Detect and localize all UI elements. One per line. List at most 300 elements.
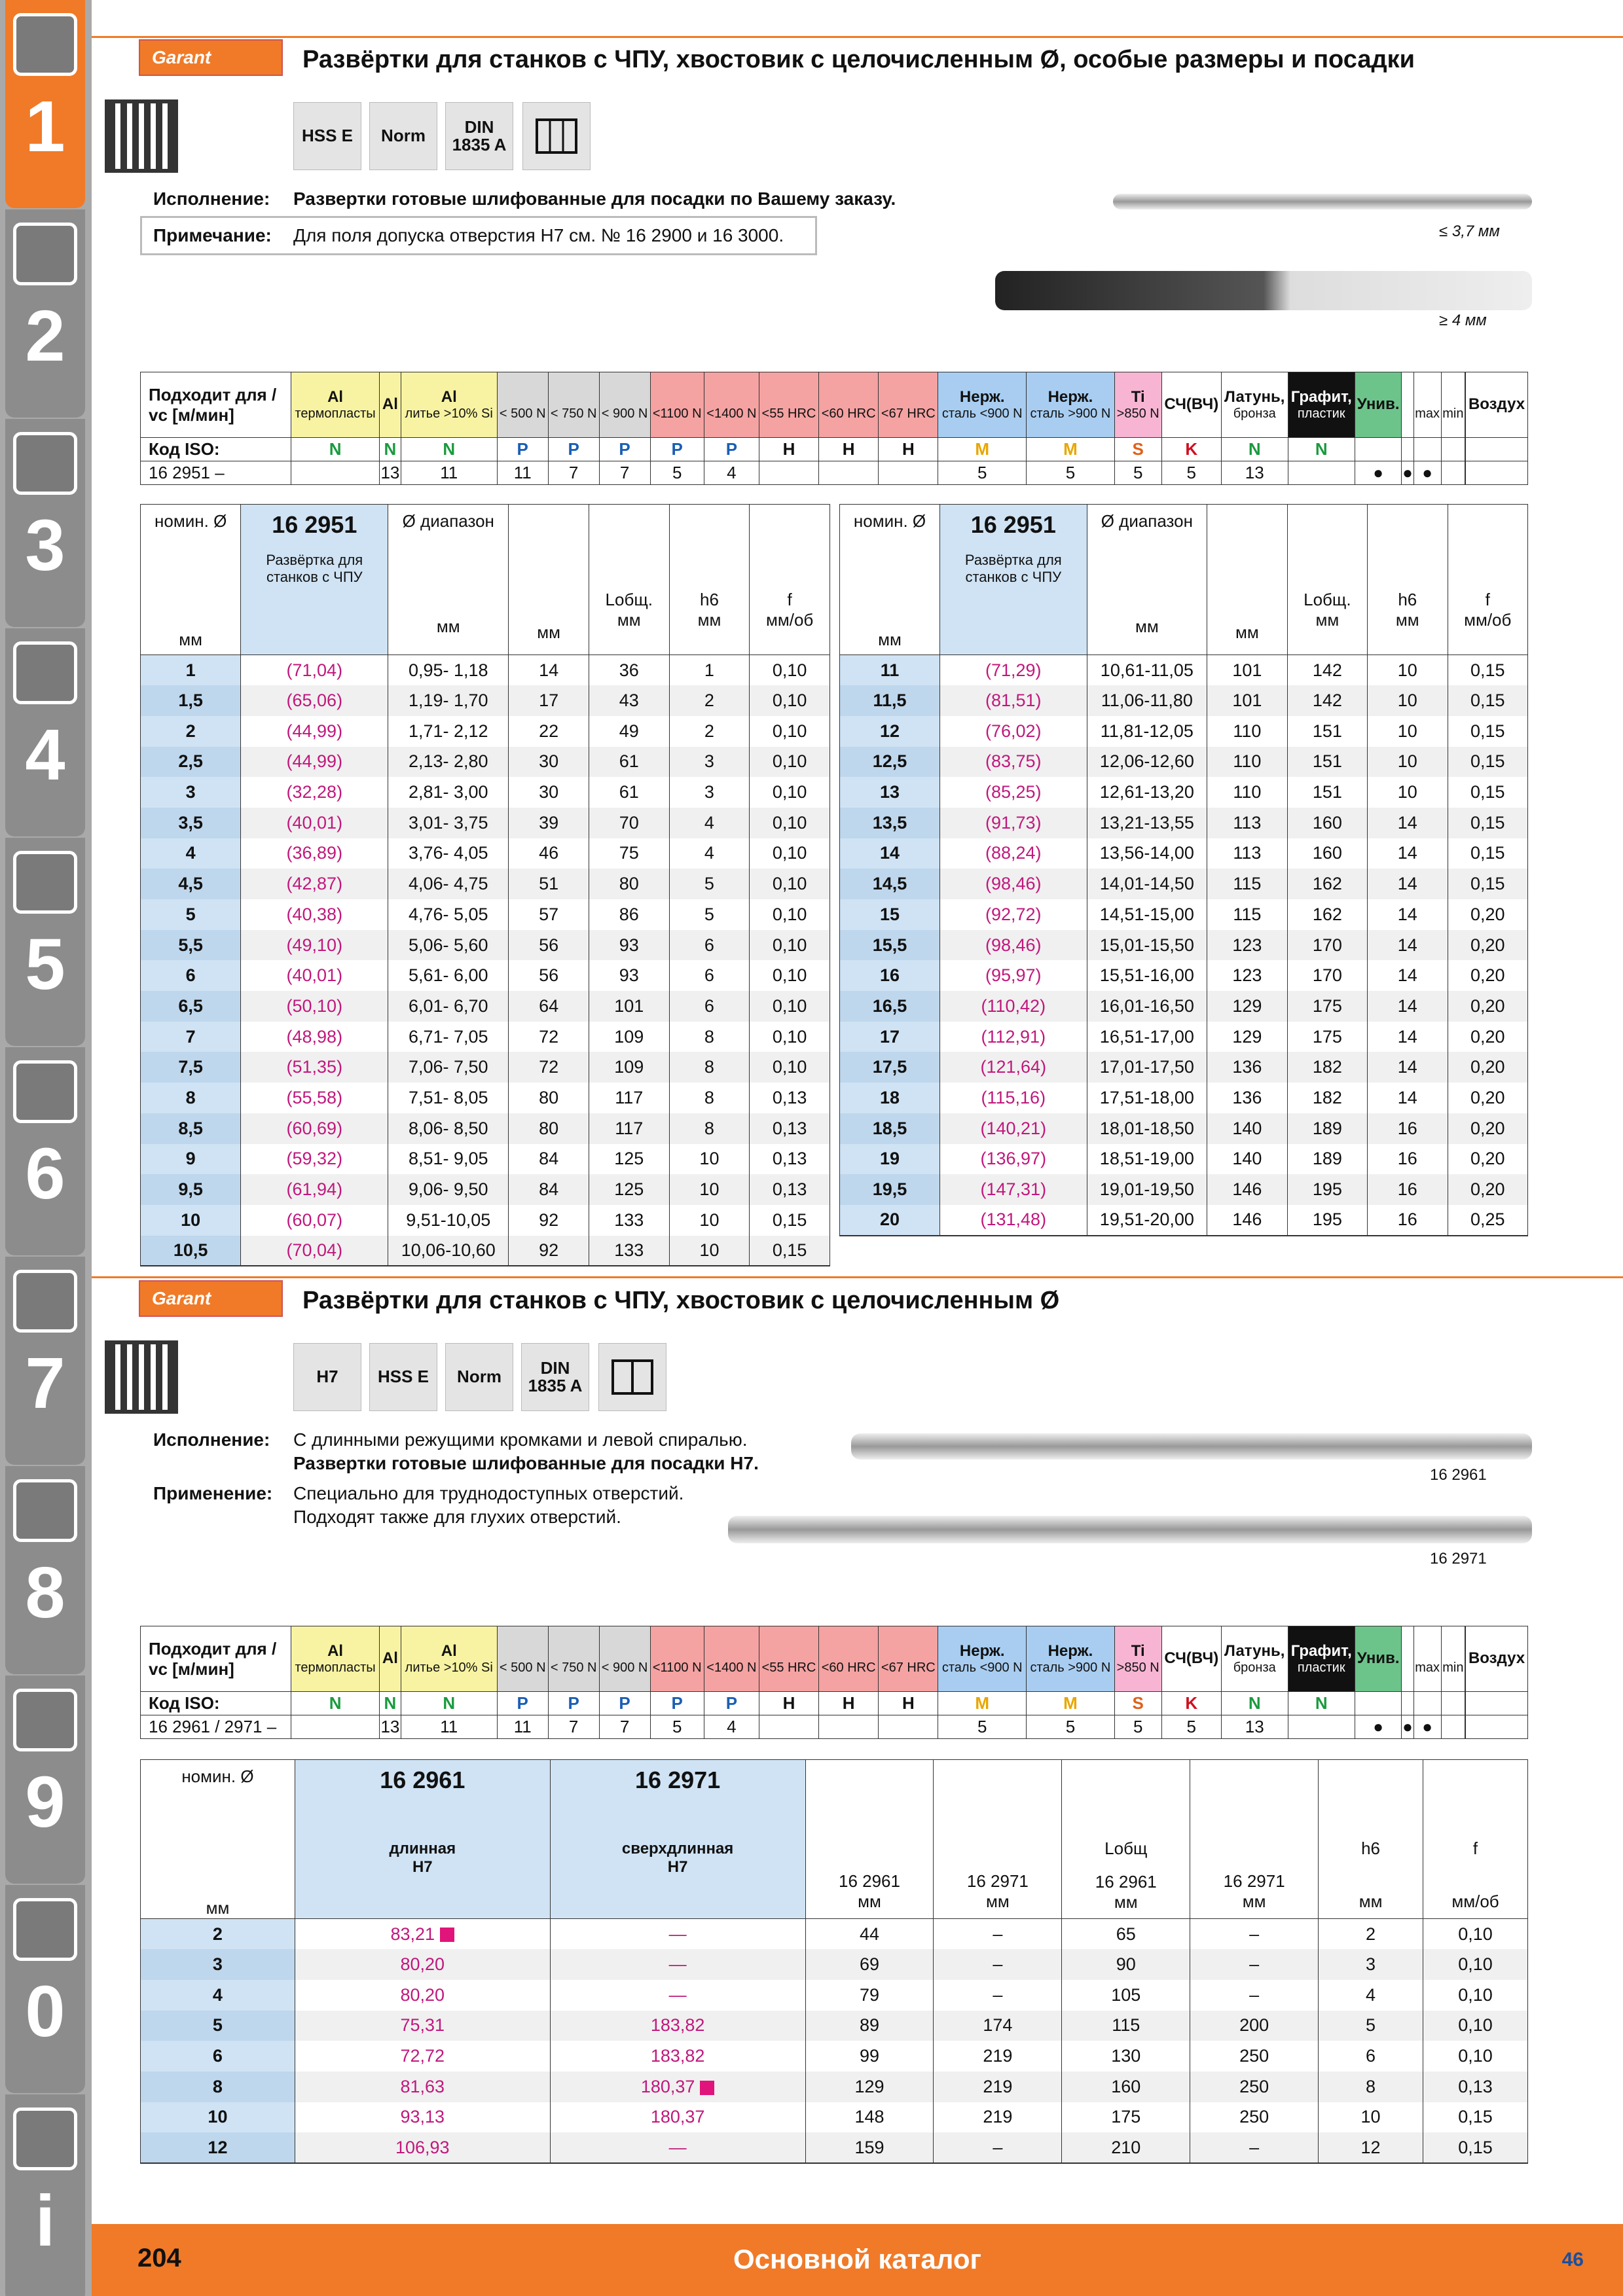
sidebar-tab-info[interactable]: [5, 2094, 85, 2296]
cut-length-162971: –: [934, 1919, 1062, 1950]
shank-diameter: 14: [1368, 808, 1448, 838]
feed: 0,13: [750, 1113, 830, 1144]
table-row: [840, 777, 1528, 808]
iso-code: [1466, 438, 1528, 461]
nominal-diameter: 15,5: [840, 930, 940, 961]
shank-diameter: 8: [669, 1083, 750, 1113]
total-length-162961: 130: [1062, 2041, 1190, 2072]
total-length: 117: [589, 1113, 669, 1144]
feed: 0,10: [750, 991, 830, 1022]
nominal-diameter: 4: [141, 1980, 295, 2011]
sidebar-tab-6[interactable]: [5, 1047, 85, 1255]
total-length: 151: [1287, 716, 1367, 747]
table-row: [141, 747, 830, 778]
iso-code: P: [704, 1692, 759, 1715]
iso-code: [1355, 438, 1401, 461]
vc-value: [1288, 461, 1355, 485]
shank-diameter: 14: [1368, 960, 1448, 991]
exec-label: Исполнение:: [153, 1429, 270, 1450]
shank-diameter: 4: [669, 808, 750, 838]
price: (61,94): [241, 1174, 388, 1205]
shank-diameter: 6: [669, 960, 750, 991]
shank-diameter: 3: [669, 777, 750, 808]
sidebar-tab-0[interactable]: [5, 1885, 85, 2093]
col-nominal: номин. Ø мм: [141, 1760, 295, 1919]
qr-code-icon[interactable]: [105, 1340, 178, 1414]
cut-length: 136: [1207, 1052, 1287, 1083]
price-162971: 183,82: [550, 2041, 805, 2072]
table-row: [141, 808, 830, 838]
material-col: Латунь, бронза: [1221, 1626, 1288, 1692]
vc-value: 11: [497, 461, 548, 485]
range: 8,51- 9,05: [388, 1144, 509, 1175]
hss-badge: HSS E: [293, 102, 361, 170]
reamer-image-162971: [728, 1516, 1532, 1543]
range: 12,61-13,20: [1087, 777, 1207, 808]
sidebar-tab-3[interactable]: [5, 419, 85, 627]
total-length: 70: [589, 808, 669, 838]
table-row: [840, 1205, 1528, 1236]
vc-value: 4: [704, 461, 759, 485]
col-nominal: номин. Ø мм: [840, 505, 940, 655]
reamer-caption-162961: 16 2961: [1430, 1466, 1487, 1484]
table-row: [840, 716, 1528, 747]
total-length: 142: [1287, 655, 1367, 686]
iso-code: H: [819, 1692, 879, 1715]
material-col: Al литье >10% Si: [401, 1626, 497, 1692]
total-length: 125: [589, 1144, 669, 1175]
range: 10,06-10,60: [388, 1236, 509, 1266]
price-162961: 75,31: [295, 2011, 550, 2041]
table-row: [141, 2011, 1528, 2041]
table-row: [141, 2072, 1528, 2102]
range: 2,81- 3,00: [388, 777, 509, 808]
cut-length-162961: 159: [805, 2132, 934, 2163]
iso-code: S: [1114, 1692, 1161, 1715]
shank-icon: [598, 1343, 666, 1411]
material-col: [1402, 372, 1413, 438]
chapter-icon: [13, 432, 77, 495]
range: 7,51- 8,05: [388, 1083, 509, 1113]
col-162961: 16 2961 длинная H7: [295, 1760, 550, 1919]
shank-diameter: 2: [669, 716, 750, 747]
shank-diameter: 10: [669, 1205, 750, 1236]
price: (110,42): [940, 991, 1087, 1022]
material-col: Al литье >10% Si: [401, 372, 497, 438]
table-row: [840, 899, 1528, 930]
material-col: Унив.: [1355, 1626, 1401, 1692]
table-row: [840, 1144, 1528, 1175]
shank-diameter: 4: [669, 838, 750, 869]
cut-length: 110: [1207, 777, 1287, 808]
col-len-162961: Lобщ 16 2961 мм: [1062, 1760, 1190, 1919]
price: (98,46): [940, 869, 1087, 899]
cut-length: 123: [1207, 960, 1287, 991]
table-row: [141, 685, 830, 716]
feed: 0,20: [1448, 1052, 1528, 1083]
vc-value: 5: [938, 461, 1027, 485]
feed: 0,20: [1448, 930, 1528, 961]
total-length: 61: [589, 777, 669, 808]
feed: 0,13: [750, 1144, 830, 1175]
price: (42,87): [241, 869, 388, 899]
material-col: Нерж. сталь >900 N: [1027, 372, 1115, 438]
col-price: 16 2951 Развёртка для станков с ЧПУ: [940, 505, 1087, 655]
table-row: [840, 747, 1528, 778]
iso-code: P: [704, 438, 759, 461]
cut-length: 92: [509, 1236, 589, 1266]
vc-value: ●: [1355, 1715, 1401, 1739]
nominal-diameter: 1: [141, 655, 241, 686]
table-row: [840, 991, 1528, 1022]
price-162971: 180,37: [550, 2102, 805, 2133]
total-length: 195: [1287, 1205, 1367, 1236]
price: (60,69): [241, 1113, 388, 1144]
shank-diameter: 8: [669, 1022, 750, 1052]
cut-length: 72: [509, 1022, 589, 1052]
material-col: Графит, пластик: [1288, 1626, 1355, 1692]
shank-icon: [522, 102, 591, 170]
sidebar-tab-2[interactable]: [5, 209, 85, 418]
norm-badge: Norm: [445, 1343, 513, 1411]
nominal-diameter: 19: [840, 1144, 940, 1175]
table-row: [141, 930, 830, 961]
nominal-diameter: 7: [141, 1022, 241, 1052]
cut-length-162961: 79: [805, 1980, 934, 2011]
vc-value: ●: [1413, 1715, 1441, 1739]
reamer-caption-large: ≥ 4 мм: [1439, 312, 1487, 329]
cut-length: 136: [1207, 1083, 1287, 1113]
iso-code: N: [380, 438, 401, 461]
total-length-162971: –: [1190, 1980, 1319, 2011]
nominal-diameter: 10: [141, 2102, 295, 2133]
feed: 0,10: [750, 716, 830, 747]
col-feed: f мм/об: [1448, 505, 1528, 655]
sidebar-tab-9[interactable]: [5, 1676, 85, 1884]
price: (147,31): [940, 1174, 1087, 1205]
chapter-icon: [13, 1689, 77, 1751]
total-length: 189: [1287, 1113, 1367, 1144]
range: 9,06- 9,50: [388, 1174, 509, 1205]
feed: 0,10: [750, 1022, 830, 1052]
reamer-image-small: [1113, 194, 1532, 209]
cut-length: 56: [509, 930, 589, 961]
sidebar-tab-7[interactable]: [5, 1257, 85, 1465]
total-length: 195: [1287, 1174, 1367, 1205]
vc-label: Подходит для / vc [м/мин]: [141, 1626, 291, 1692]
iso-code: S: [1114, 438, 1161, 461]
range: 4,76- 5,05: [388, 899, 509, 930]
iso-code: P: [548, 1692, 599, 1715]
cut-length: 17: [509, 685, 589, 716]
cut-length: 84: [509, 1174, 589, 1205]
iso-code: [1466, 1692, 1528, 1715]
shank-diameter: 6: [669, 930, 750, 961]
note-text: Для поля допуска отверстия H7 см. № 16 2900 и 16 3000.: [293, 225, 784, 245]
range: 3,76- 4,05: [388, 838, 509, 869]
catalog-name: Основной каталог: [733, 2244, 981, 2274]
material-col: Графит, пластик: [1288, 372, 1355, 438]
range: 8,06- 8,50: [388, 1113, 509, 1144]
nominal-diameter: 9,5: [141, 1174, 241, 1205]
price: (88,24): [940, 838, 1087, 869]
total-length: 86: [589, 899, 669, 930]
vc-value: 13: [1221, 1715, 1288, 1739]
iso-code: M: [938, 1692, 1027, 1715]
section-divider: [92, 1276, 1623, 1278]
nominal-diameter: 17: [840, 1022, 940, 1052]
cut-length: 101: [1207, 655, 1287, 686]
range: 7,06- 7,50: [388, 1052, 509, 1083]
price: (44,99): [241, 747, 388, 778]
price: (51,35): [241, 1052, 388, 1083]
nominal-diameter: 3: [141, 777, 241, 808]
nominal-diameter: 8: [141, 1083, 241, 1113]
feed: 0,20: [1448, 899, 1528, 930]
shank-diameter: 4: [1319, 1980, 1423, 2011]
vc-value: 5: [1027, 1715, 1115, 1739]
feed: 0,10: [750, 808, 830, 838]
app-text-1: Специально для труднодоступных отверстий.: [293, 1483, 684, 1503]
vc-value: ●: [1355, 461, 1401, 485]
chapter-icon: [13, 641, 77, 704]
feed: 0,13: [750, 1083, 830, 1113]
price: (91,73): [940, 808, 1087, 838]
vc-value: 5: [1161, 1715, 1221, 1739]
iso-code: P: [650, 1692, 704, 1715]
h7-badge: H7: [293, 1343, 361, 1411]
sidebar-tab-8[interactable]: [5, 1466, 85, 1674]
nominal-diameter: 7,5: [141, 1052, 241, 1083]
vc-value: [1441, 1715, 1465, 1739]
nominal-diameter: 14,5: [840, 869, 940, 899]
cut-length-162971: 219: [934, 2102, 1062, 2133]
shank-diameter: 14: [1368, 1022, 1448, 1052]
material-col: Унив.: [1355, 372, 1401, 438]
qr-code-icon[interactable]: [105, 99, 178, 173]
vc-value: 13: [380, 461, 401, 485]
iso-code: N: [291, 1692, 380, 1715]
col-feed: f мм/об: [750, 505, 830, 655]
total-length: 125: [589, 1174, 669, 1205]
shank-diameter: 2: [669, 685, 750, 716]
iso-code: N: [401, 438, 497, 461]
exec-text-2: Развертки готовые шлифованные для посадки H7.: [293, 1453, 759, 1473]
range: 5,61- 6,00: [388, 960, 509, 991]
table-row: [141, 655, 830, 686]
shank-diameter: 10: [1368, 716, 1448, 747]
range: 16,01-16,50: [1087, 991, 1207, 1022]
chapter-icon: [13, 13, 77, 76]
material-col: Воздух: [1466, 372, 1528, 438]
vc-value: [879, 461, 938, 485]
nominal-diameter: 2,5: [141, 747, 241, 778]
iso-code: P: [548, 438, 599, 461]
feed: 0,10: [750, 869, 830, 899]
total-length-162961: 210: [1062, 2132, 1190, 2163]
sidebar-tab-1[interactable]: [5, 0, 85, 208]
cut-length-162971: –: [934, 2132, 1062, 2163]
vc-value: 7: [599, 461, 650, 485]
nominal-diameter: 2: [141, 1919, 295, 1950]
total-length-162971: –: [1190, 1919, 1319, 1950]
feed: 0,10: [1423, 1919, 1528, 1950]
shank-diameter: 12: [1319, 2132, 1423, 2163]
range: 14,51-15,00: [1087, 899, 1207, 930]
price: (50,10): [241, 991, 388, 1022]
feed: 0,15: [1448, 655, 1528, 686]
table-row: [840, 1113, 1528, 1144]
material-col: <55 HRC: [759, 1626, 818, 1692]
price: (81,51): [940, 685, 1087, 716]
table-row: [141, 1052, 830, 1083]
total-length: 160: [1287, 838, 1367, 869]
vc-value: ●: [1413, 461, 1441, 485]
price-162971: 183,82: [550, 2011, 805, 2041]
total-length: 109: [589, 1052, 669, 1083]
cut-length: 92: [509, 1205, 589, 1236]
iso-code: N: [291, 438, 380, 461]
total-length: 142: [1287, 685, 1367, 716]
nominal-diameter: 8: [141, 2072, 295, 2102]
vc-value: 4: [704, 1715, 759, 1739]
feed: 0,20: [1448, 960, 1528, 991]
nominal-diameter: 16: [840, 960, 940, 991]
price-162961: 81,63: [295, 2072, 550, 2102]
vc-value: [819, 1715, 879, 1739]
feed: 0,10: [1423, 2041, 1528, 2072]
shank-diameter: 5: [1319, 2011, 1423, 2041]
table-row: [840, 685, 1528, 716]
nominal-diameter: 5,5: [141, 930, 241, 961]
chapter-icon: [13, 1060, 77, 1123]
price: (76,02): [940, 716, 1087, 747]
material-col: Al термопласты: [291, 372, 380, 438]
total-length: 36: [589, 655, 669, 686]
table-row: [141, 838, 830, 869]
range: 19,51-20,00: [1087, 1205, 1207, 1236]
nominal-diameter: 13,5: [840, 808, 940, 838]
cut-length: 115: [1207, 869, 1287, 899]
section1-title: Развёртки для станков с ЧПУ, хвостовик с целочисленным Ø, особые размеры и посадки: [302, 46, 1415, 73]
sidebar-tab-5[interactable]: [5, 838, 85, 1046]
sidebar-tab-4[interactable]: [5, 628, 85, 836]
table-row: [141, 869, 830, 899]
nominal-diameter: 17,5: [840, 1052, 940, 1083]
table-row: [141, 1083, 830, 1113]
vc-value: [1441, 461, 1465, 485]
cut-length: 30: [509, 777, 589, 808]
total-length-162961: 90: [1062, 1949, 1190, 1980]
total-length: 175: [1287, 991, 1367, 1022]
table-row: [840, 930, 1528, 961]
nominal-diameter: 4: [141, 838, 241, 869]
total-length: 182: [1287, 1052, 1367, 1083]
total-length-162971: –: [1190, 2132, 1319, 2163]
table-row: [840, 960, 1528, 991]
col-range: Ø диапазон мм: [1087, 505, 1207, 655]
total-length: 80: [589, 869, 669, 899]
total-length-162961: 115: [1062, 2011, 1190, 2041]
total-length: 43: [589, 685, 669, 716]
col-total-length: Lобщ. мм: [589, 505, 669, 655]
vc-value: [819, 461, 879, 485]
table-row: [141, 2041, 1528, 2072]
total-length-162971: 250: [1190, 2041, 1319, 2072]
feed: 0,10: [1423, 1980, 1528, 2011]
iso-code: P: [497, 438, 548, 461]
footer: [92, 2224, 1623, 2296]
price-162961: 93,13: [295, 2102, 550, 2133]
iso-code: H: [759, 1692, 818, 1715]
range: 18,01-18,50: [1087, 1113, 1207, 1144]
feed: 0,15: [1448, 869, 1528, 899]
shank-diameter: 10: [1368, 747, 1448, 778]
vc-value: 11: [401, 1715, 497, 1739]
col-162971: 16 2971 сверхдлинная H7: [550, 1760, 805, 1919]
size-table-2: [140, 1759, 1528, 2164]
iso-code: N: [1288, 438, 1355, 461]
material-col: Al: [380, 372, 401, 438]
table-row: [141, 1144, 830, 1175]
range: 1,19- 1,70: [388, 685, 509, 716]
col-price: 16 2951 Развёртка для станков с ЧПУ: [241, 505, 388, 655]
shank-diameter: 6: [1319, 2041, 1423, 2072]
nominal-diameter: 8,5: [141, 1113, 241, 1144]
chapter-icon: [13, 2108, 77, 2170]
material-col: Al: [380, 1626, 401, 1692]
iso-code: M: [1027, 438, 1115, 461]
material-col: Нерж. сталь >900 N: [1027, 1626, 1115, 1692]
nominal-diameter: 11: [840, 655, 940, 686]
col-total-length: Lобщ. мм: [1287, 505, 1367, 655]
chapter-number: 3: [25, 505, 65, 586]
cut-length-162961: 129: [805, 2072, 934, 2102]
material-col: <1400 N: [704, 372, 759, 438]
table-row: [840, 1083, 1528, 1113]
material-col: Нерж. сталь <900 N: [938, 1626, 1027, 1692]
shank-diameter: 14: [1368, 1052, 1448, 1083]
feed: 0,15: [1448, 838, 1528, 869]
feed: 0,15: [1423, 2132, 1528, 2163]
feed: 0,15: [1448, 685, 1528, 716]
cut-length: 140: [1207, 1113, 1287, 1144]
feed: 0,10: [750, 777, 830, 808]
range: 17,01-17,50: [1087, 1052, 1207, 1083]
shank-diameter: 14: [1368, 991, 1448, 1022]
iso-code: [1413, 1692, 1441, 1715]
nominal-diameter: 6: [141, 2041, 295, 2072]
chapter-icon: [13, 851, 77, 914]
iso-code: K: [1161, 438, 1221, 461]
shank-diameter: 8: [669, 1113, 750, 1144]
shank-diameter: 14: [1368, 899, 1448, 930]
range: 17,51-18,00: [1087, 1083, 1207, 1113]
range: 19,01-19,50: [1087, 1174, 1207, 1205]
col-shank: h6 мм: [1368, 505, 1448, 655]
iso-code: N: [380, 1692, 401, 1715]
range: 4,06- 4,75: [388, 869, 509, 899]
iso-code: P: [497, 1692, 548, 1715]
shank-diameter: 10: [1368, 777, 1448, 808]
price-162961: 80,20: [295, 1980, 550, 2011]
vc-value: [759, 461, 818, 485]
iso-label: Код ISO:: [141, 438, 291, 461]
cut-length: 123: [1207, 930, 1287, 961]
material-col: <1100 N: [650, 372, 704, 438]
norm-badge: Norm: [369, 102, 437, 170]
vc-value: [759, 1715, 818, 1739]
